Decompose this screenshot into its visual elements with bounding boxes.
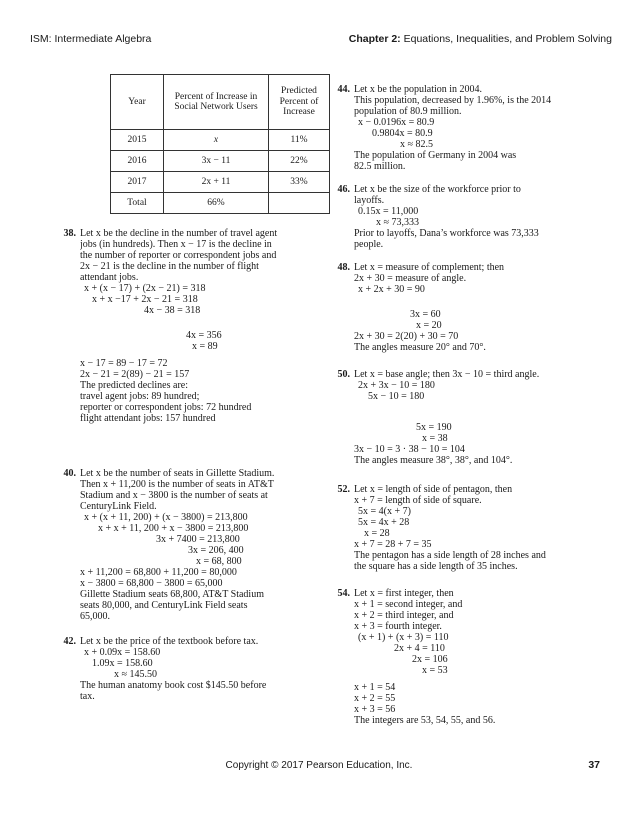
problem-text: The integers are 53, 54, 55, and 56. bbox=[354, 715, 496, 726]
problem-text: 2x + 30 = measure of angle. bbox=[354, 273, 467, 284]
equation-line: x ≈ 73,333 bbox=[376, 217, 419, 228]
equation-line: 3x + 7400 = 213,800 bbox=[156, 534, 240, 545]
problem-number: 54. bbox=[337, 588, 350, 599]
equation-line: 5x = 4x + 28 bbox=[358, 517, 410, 528]
equation-line: x + x + 11, 200 + x − 3800 = 213,800 bbox=[98, 523, 249, 534]
problem-number: 50. bbox=[337, 369, 350, 380]
problem-42 bbox=[63, 636, 325, 702]
table-header-cell: Predicted Percent of Increase bbox=[269, 75, 330, 130]
problem-text: flight attendant jobs: 157 hundred bbox=[80, 413, 216, 424]
table-row bbox=[111, 130, 330, 151]
problem-text: 82.5 million. bbox=[354, 161, 406, 172]
problem-text: 2x + 30 = 2(20) + 30 = 70 bbox=[354, 331, 459, 342]
problem-text: x + 3 = fourth integer. bbox=[354, 621, 442, 632]
table-cell bbox=[269, 193, 330, 214]
table-cell: 2016 bbox=[111, 151, 164, 172]
problem-number: 52. bbox=[337, 484, 350, 495]
table-cell: 66% bbox=[164, 193, 269, 214]
equation-line: x ≈ 82.5 bbox=[400, 139, 433, 150]
table-cell: 33% bbox=[269, 172, 330, 193]
right-column bbox=[337, 84, 609, 734]
problem-52 bbox=[337, 484, 609, 572]
table-row bbox=[111, 172, 330, 193]
equation-line: 2x = 106 bbox=[412, 654, 448, 665]
table-row bbox=[111, 151, 330, 172]
problem-text: CenturyLink Field. bbox=[80, 501, 157, 512]
table-cell: 2x + 11 bbox=[164, 172, 269, 193]
chapter-label: Chapter 2: bbox=[348, 33, 401, 45]
problem-text: 65,000. bbox=[80, 611, 110, 622]
problem-text: seats 80,000, and CenturyLink Field seats bbox=[80, 600, 248, 611]
problem-text: Let x be the number of seats in Gillette Stadium. bbox=[80, 468, 275, 479]
problem-text: Then x + 11,200 is the number of seats in AT&T bbox=[80, 479, 274, 490]
problem-text: Stadium and x − 3800 is the number of seats at bbox=[80, 490, 268, 501]
footer-copyright: Copyright © 2017 Pearson Education, Inc. bbox=[225, 760, 413, 771]
equation-line: 1.09x = 158.60 bbox=[92, 658, 153, 669]
equation-line: 5x − 10 = 180 bbox=[368, 391, 425, 402]
table-cell: 22% bbox=[269, 151, 330, 172]
problem-text: x + 2 = 55 bbox=[354, 693, 396, 704]
table-cell: Total bbox=[111, 193, 164, 214]
problem-text: x − 3800 = 68,800 − 3800 = 65,000 bbox=[80, 578, 223, 589]
equation-line: 4x = 356 bbox=[186, 330, 222, 341]
problem-text: Let x = measure of complement; then bbox=[354, 262, 505, 273]
problem-50 bbox=[337, 369, 609, 466]
problem-text: x + 2 = third integer, and bbox=[354, 610, 454, 621]
equation-line: x + x −17 + 2x − 21 = 318 bbox=[92, 294, 198, 305]
problem-number: 46. bbox=[337, 184, 350, 195]
problem-text: Let x be the decline in the number of travel agent bbox=[80, 228, 278, 239]
equation-line: x ≈ 145.50 bbox=[114, 669, 157, 680]
problem-54 bbox=[337, 588, 609, 726]
problem-text: Let x = length of side of pentagon, then bbox=[354, 484, 513, 495]
equation-line: x = 28 bbox=[364, 528, 390, 539]
problem-text: The population of Germany in 2004 was bbox=[354, 150, 517, 161]
running-header-right bbox=[349, 34, 612, 45]
table-cell: x bbox=[164, 130, 269, 151]
problem-text: the square has a side length of 35 inches. bbox=[354, 561, 518, 572]
equation-line: 5x = 190 bbox=[416, 422, 452, 433]
equation-line: x = 89 bbox=[192, 341, 218, 352]
problem-40 bbox=[63, 468, 325, 622]
table-header-cell: Percent of Increase in Social Network Users bbox=[164, 75, 269, 130]
problem-text: 3x − 10 = 3 · 38 − 10 = 104 bbox=[354, 444, 465, 455]
problem-text: The pentagon has a side length of 28 inches and bbox=[354, 550, 546, 561]
problem-text: Let x be the price of the textbook before tax. bbox=[80, 636, 259, 647]
problem-number: 40. bbox=[63, 468, 76, 479]
table-cell: 11% bbox=[269, 130, 330, 151]
problem-text: x + 3 = 56 bbox=[354, 704, 396, 715]
left-column bbox=[63, 62, 325, 710]
problem-text: The angles measure 20° and 70°. bbox=[354, 342, 486, 353]
problem-text: x + 7 = 28 + 7 = 35 bbox=[354, 539, 432, 550]
problem-text: layoffs. bbox=[354, 195, 385, 206]
problem-text: Prior to layoffs, Dana’s workforce was 73,333 bbox=[354, 228, 539, 239]
problem-number: 38. bbox=[63, 228, 76, 239]
problem-text: tax. bbox=[80, 691, 95, 702]
problem-46 bbox=[337, 184, 609, 250]
problem-text: The angles measure 38°, 38°, and 104°. bbox=[354, 455, 513, 466]
problem-text: the number of reporter or correspondent jobs and bbox=[80, 250, 277, 261]
equation-line: 0.9804x = 80.9 bbox=[372, 128, 433, 139]
problem-38 bbox=[63, 228, 325, 424]
problem-text: x + 1 = second integer, and bbox=[354, 599, 463, 610]
problem-text: travel agent jobs: 89 hundred; bbox=[80, 391, 200, 402]
problem-text: x − 17 = 89 − 17 = 72 bbox=[80, 358, 168, 369]
problem-text: population of 80.9 million. bbox=[354, 106, 462, 117]
problem-text: The predicted declines are: bbox=[80, 380, 188, 391]
table-row bbox=[111, 193, 330, 214]
running-header-left: ISM: Intermediate Algebra bbox=[30, 33, 152, 45]
equation-line: x = 38 bbox=[422, 433, 448, 444]
problem-text: Let x be the population in 2004. bbox=[354, 84, 483, 95]
problem-48 bbox=[337, 262, 609, 353]
problem-text: This population, decreased by 1.96%, is the 2014 bbox=[354, 95, 552, 106]
equation-line: 3x = 60 bbox=[410, 309, 441, 320]
equation-line: x + 2x + 30 = 90 bbox=[358, 284, 425, 295]
problem-text: reporter or correspondent jobs: 72 hundred bbox=[80, 402, 252, 413]
problem-text: 2x − 21 is the decline in the number of flight bbox=[80, 261, 259, 272]
problem-text: Let x be the size of the workforce prior to bbox=[354, 184, 521, 195]
problem-text: The human anatomy book cost $145.50 before bbox=[80, 680, 267, 691]
problem-number: 48. bbox=[337, 262, 350, 273]
problem-number: 42. bbox=[63, 636, 76, 647]
equation-line: x = 20 bbox=[416, 320, 442, 331]
table-header-cell: Year bbox=[111, 75, 164, 130]
table-header-row bbox=[111, 75, 330, 130]
equation-line: x + (x − 17) + (2x − 21) = 318 bbox=[84, 283, 206, 294]
equation-line: x = 53 bbox=[422, 665, 448, 676]
problem-text: x + 1 = 54 bbox=[354, 682, 396, 693]
problem-text: attendant jobs. bbox=[80, 272, 139, 283]
problem-text: people. bbox=[354, 239, 384, 250]
problem-44 bbox=[337, 84, 609, 172]
problem-text: x + 11,200 = 68,800 + 11,200 = 80,000 bbox=[80, 567, 237, 578]
equation-line: 4x − 38 = 318 bbox=[144, 305, 201, 316]
table-cell: 2017 bbox=[111, 172, 164, 193]
page-number: 37 bbox=[588, 759, 600, 771]
problem-text: x + 7 = length of side of square. bbox=[354, 495, 482, 506]
problem-text: Let x = first integer, then bbox=[354, 588, 454, 599]
problem-number: 44. bbox=[337, 84, 350, 95]
problem-text: Let x = base angle; then 3x − 10 = third angle. bbox=[354, 369, 540, 380]
problem-text: Gillette Stadium seats 68,800, AT&T Stadium bbox=[80, 589, 264, 600]
social-network-table bbox=[110, 74, 330, 214]
equation-line: x − 0.0196x = 80.9 bbox=[358, 117, 435, 128]
problem-text: jobs (in hundreds). Then x − 17 is the decline in bbox=[80, 239, 272, 250]
equation-line: 3x = 206, 400 bbox=[188, 545, 244, 556]
equation-line: x + (x + 11, 200) + (x − 3800) = 213,800 bbox=[84, 512, 248, 523]
equation-line: x = 68, 800 bbox=[196, 556, 242, 567]
chapter-title: Equations, Inequalities, and Problem Solving bbox=[403, 33, 612, 45]
equation-line: 0.15x = 11,000 bbox=[358, 206, 419, 217]
table-cell: 3x − 11 bbox=[164, 151, 269, 172]
problem-text: 2x − 21 = 2(89) − 21 = 157 bbox=[80, 369, 190, 380]
equation-line: x + 0.09x = 158.60 bbox=[84, 647, 161, 658]
table-cell: 2015 bbox=[111, 130, 164, 151]
equation-line: 5x = 4(x + 7) bbox=[358, 506, 411, 517]
equation-line: 2x + 4 = 110 bbox=[394, 643, 445, 654]
equation-line: 2x + 3x − 10 = 180 bbox=[358, 380, 435, 391]
equation-line: (x + 1) + (x + 3) = 110 bbox=[358, 632, 449, 643]
